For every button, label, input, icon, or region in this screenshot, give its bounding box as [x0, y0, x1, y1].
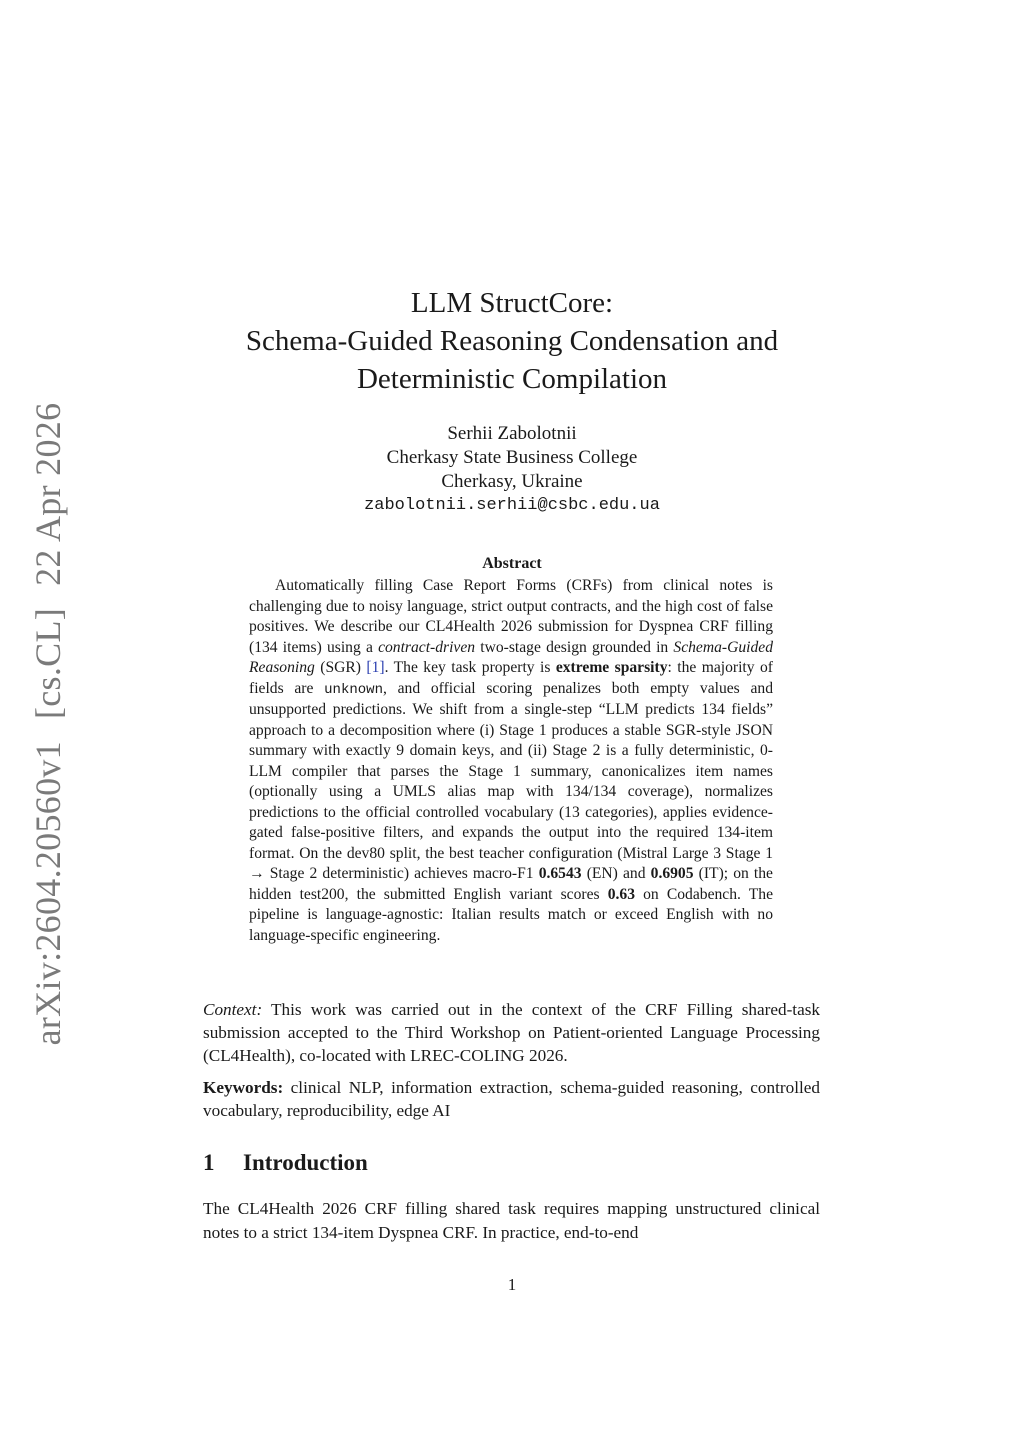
arxiv-category: [cs.CL]: [28, 607, 68, 720]
abstract-heading: Abstract: [482, 555, 542, 572]
page-number: 1: [507, 1275, 517, 1294]
title-line-2: Schema-Guided Reasoning Condensation and: [245, 325, 779, 357]
context-paragraph: [203, 998, 820, 1067]
context-text: This work was carried out in the context of the CRF Filling shared-task submission accepted to the Third Workshop on Patient-oriented Language Processing (CL4Health), co-located with LREC-COLING 2026.: [203, 1000, 820, 1065]
section-title: Introduction: [243, 1150, 368, 1175]
author-block: [0, 422, 1024, 518]
author-affiliation: Cherkasy State Business College: [386, 447, 638, 468]
context-label: Context:: [203, 1000, 263, 1019]
abstract-body: Automatically filling Case Report Forms (CRFs) from clinical notes is challenging due to noisy language, strict output contracts, and the high cost of false positives. We describe our CL4Health 2026 submission for Dyspnea CRF filling (134 items) using a contract-driven two-stage design grounded in Schema-Guided Reasoning (SGR) [1]. The key task property is extreme sparsity: the majority of fields are unknown, and official scoring penalizes both empty values and unsupported predictions. We shift from a single-step “LLM predicts 134 fields” approach to a decomposition where (i) Stage 1 produces a stable SGR-style JSON summary with exactly 9 domain keys, and (ii) Stage 2 is a fully deterministic, 0-LLM compiler that parses the Stage 1 summary, canonicalizes item names (optionally using a UMLS alias map with 134/134 coverage), normalizes predictions to the official controlled vocabulary (13 categories), applies evidence-gated false-positive filters, and expands the output into the required 134-item format. On the dev80 split, the best teacher configuration (Mistral Large 3 Stage 1 → Stage 2 deterministic) achieves macro-F1 0.6543 (EN) and 0.6905 (IT); on the hidden test200, the submitted English variant scores 0.63 on Codabench. The pipeline is language-agnostic: Italian results match or exceed English with no language-specific engineering.: [249, 577, 773, 944]
author-location: Cherkasy, Ukraine: [441, 471, 583, 492]
arxiv-date: 22 Apr 2026: [28, 402, 68, 586]
arxiv-id: arXiv:2604.20560v1: [28, 741, 68, 1046]
keywords-paragraph: [203, 1076, 820, 1122]
section-number: 1: [203, 1150, 215, 1175]
citation-link[interactable]: [1]: [366, 659, 385, 676]
keywords-label: Keywords:: [203, 1078, 284, 1097]
author-email[interactable]: zabolotnii.serhii@csbc.edu.ua: [364, 496, 660, 515]
title-line-3: Deterministic Compilation: [356, 363, 668, 395]
introduction-paragraph: The CL4Health 2026 CRF filling shared task requires mapping unstructured clinical notes to a strict 134-item Dyspnea CRF. In practice, end-to-end: [203, 1199, 820, 1242]
section-heading-introduction: [203, 1150, 368, 1176]
keywords-text: clinical NLP, information extraction, schema-guided reasoning, controlled vocabulary, reproducibility, edge AI: [203, 1078, 820, 1120]
author-name: Serhii Zabolotnii: [447, 423, 577, 444]
paper-title: [0, 284, 1024, 398]
title-line-1: LLM StructCore:: [410, 287, 614, 319]
